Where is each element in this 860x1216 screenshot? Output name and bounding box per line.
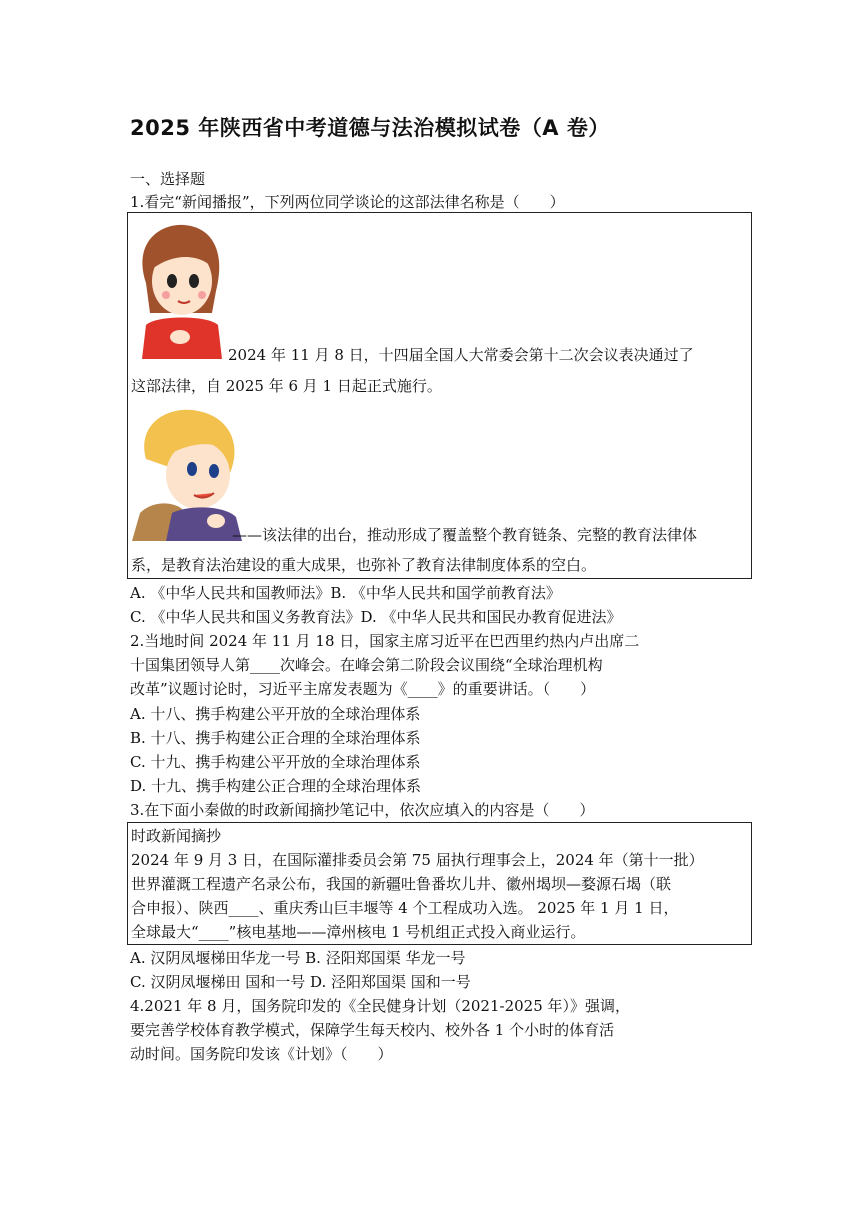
notes-line-1: 2024 年 9 月 3 日，在国际灌排委员会第 75 届执行理事会上，2024 年（第十一批） — [131, 851, 704, 869]
news-notes-box — [127, 822, 752, 945]
question-1-options-ab: A. 《中华人民共和国教师法》B. 《中华人民共和国学前教育法》 — [130, 584, 561, 602]
question-2-option-d: D. 十九、携手构建公正合理的全球治理体系 — [130, 777, 422, 795]
question-4-stem-line-1: 4.2021 年 8 月，国务院印发的《全民健身计划（2021-2025 年）》强调， — [130, 997, 631, 1015]
question-1-options-cd: C. 《中华人民共和国义务教育法》D. 《中华人民共和国民办教育促进法》 — [130, 608, 622, 626]
boy-speech-line-1: ——该法律的出台，推动形成了覆盖整个教育链条、完整的教育法律体 — [232, 526, 698, 544]
notes-line-3: 合申报）、陕西____、重庆秀山巨丰堰等 4 个工程成功入选。 2025 年 1 月 1 日， — [131, 899, 679, 917]
question-4-stem-line-2: 要完善学校体育教学模式，保障学生每天校内、校外各 1 个小时的体育活 — [130, 1021, 615, 1039]
notes-line-4: 全球最大“____”核电基地——漳州核电 1 号机组正式投入商业运行。 — [131, 923, 586, 941]
section-heading: 一、选择题 — [130, 170, 206, 188]
notes-box-title: 时政新闻摘抄 — [131, 827, 222, 845]
girl-illustration — [132, 221, 224, 359]
question-1-stem: 1.看完“新闻播报”，下列两位同学谈论的这部法律名称是（ ） — [130, 193, 565, 211]
page-title: 2025 年陕西省中考道德与法治模拟试卷（A 卷） — [130, 116, 610, 140]
question-3-stem: 3.在下面小秦做的时政新闻摘抄笔记中，依次应填入的内容是（ ） — [130, 801, 595, 819]
question-3-options-cd: C. 汉阴凤堰梯田 国和一号 D. 泾阳郑国渠 国和一号 — [130, 973, 471, 991]
boy-illustration — [132, 405, 244, 541]
girl-speech-line-1: 2024 年 11 月 8 日，十四届全国人大常委会第十二次会议表决通过了 — [228, 346, 694, 364]
boy-speech-line-2: 系，是教育法治建设的重大成果，也弥补了教育法律制度体系的空白。 — [131, 556, 597, 574]
question-3-options-ab: A. 汉阴凤堰梯田华龙一号 B. 泾阳郑国渠 华龙一号 — [130, 949, 466, 967]
girl-speech-line-2: 这部法律，自 2025 年 6 月 1 日起正式施行。 — [131, 377, 442, 395]
question-4-stem-line-3: 动时间。国务院印发该《计划》（ ） — [130, 1045, 393, 1063]
question-2-stem-line-2: 十国集团领导人第____次峰会。在峰会第二阶段会议围绕“全球治理机构 — [130, 656, 603, 674]
news-dialogue-box — [127, 212, 752, 579]
question-2-option-a: A. 十八、携手构建公平开放的全球治理体系 — [130, 705, 421, 723]
question-2-stem-line-3: 改革”议题讨论时，习近平主席发表题为《____》的重要讲话。（ ） — [130, 680, 596, 698]
notes-line-2: 世界灌溉工程遗产名录公布，我国的新疆吐鲁番坎儿井、徽州堨坝—婺源石堨（联 — [131, 875, 672, 893]
question-2-stem-line-1: 2.当地时间 2024 年 11 月 18 日，国家主席习近平在巴西里约热内卢出席二 — [130, 632, 640, 650]
question-2-option-c: C. 十九、携手构建公平开放的全球治理体系 — [130, 753, 421, 771]
question-2-option-b: B. 十八、携手构建公正合理的全球治理体系 — [130, 729, 421, 747]
